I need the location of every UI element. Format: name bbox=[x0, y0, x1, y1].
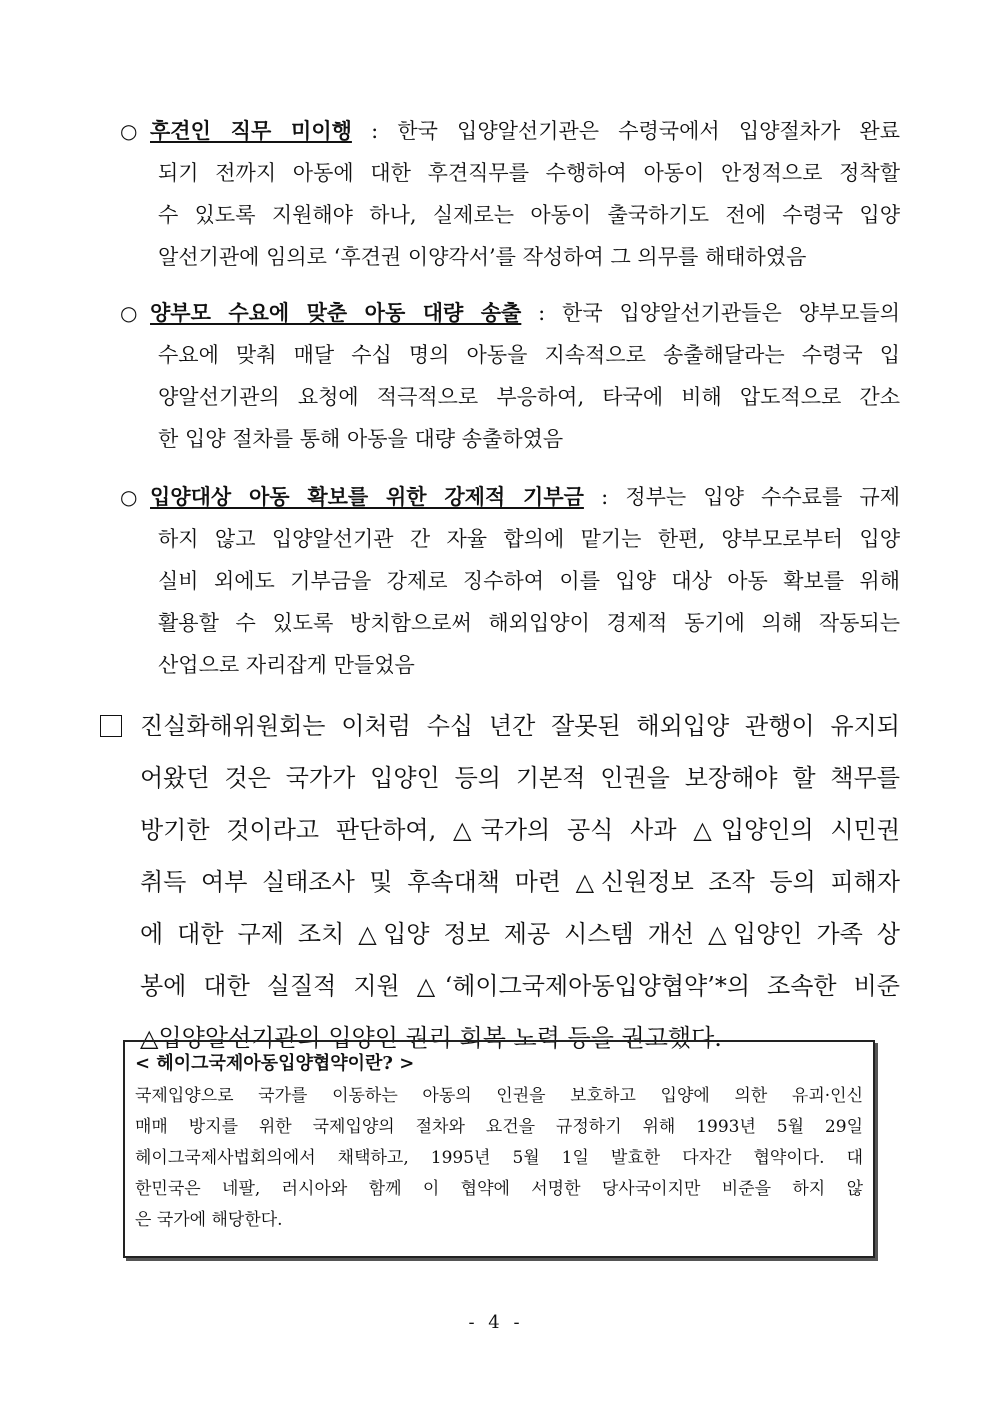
bullet-line bbox=[120, 292, 900, 334]
circle-bullet-icon: ○ bbox=[120, 119, 138, 143]
bullet-line: 수 있도록 지원해야 하나, 실제로는 아동이 출국하기도 전에 수령국 입양 bbox=[158, 203, 900, 227]
section-line: 에 대한 구제 조치 △입양 정보 제공 시스템 개선 △입양인 가족 상 bbox=[140, 920, 900, 948]
bullet-text: : 한국 입양알선기관들은 양부모들의 bbox=[521, 301, 900, 325]
page-number: - 4 - bbox=[468, 1312, 524, 1333]
square-bullet-icon bbox=[100, 715, 122, 737]
info-box-line: 은 국가에 해당한다. bbox=[135, 1210, 283, 1230]
circle-bullet-icon: ○ bbox=[120, 301, 138, 325]
bullet-line: 실비 외에도 기부금을 강제로 징수하여 이를 입양 대상 아동 확보를 위해 bbox=[158, 569, 900, 593]
section-line: 어왔던 것은 국가가 입양인 등의 기본적 인권을 보장해야 할 책무를 bbox=[140, 764, 900, 792]
bullet-heading: 후견인 직무 미이행 bbox=[150, 118, 352, 143]
circle-bullet-icon: ○ bbox=[120, 485, 138, 509]
section-line bbox=[100, 700, 900, 752]
bullet-item bbox=[120, 292, 900, 460]
section-text: 진실화해위원회는 이처럼 수십 년간 잘못된 해외입양 관행이 유지되 bbox=[140, 712, 900, 740]
bullet-line: 수요에 맞춰 매달 수십 명의 아동을 지속적으로 송출해달라는 수령국 입 bbox=[158, 343, 900, 367]
info-box-line: 한민국은 네팔, 러시아와 함께 이 협약에 서명한 당사국이지만 비준을 하지 않 bbox=[135, 1179, 863, 1199]
bullet-line: 되기 전까지 아동에 대한 후견직무를 수행하여 아동이 안정적으로 정착할 bbox=[158, 161, 900, 185]
info-box-line: 헤이그국제사법회의에서 채택하고, 1995년 5월 1일 발효한 다자간 협약이다. 대 bbox=[135, 1148, 863, 1168]
bullet-text: : 한국 입양알선기관은 수령국에서 입양절차가 완료 bbox=[351, 119, 900, 143]
bullet-item bbox=[120, 110, 900, 278]
info-box-line: 매매 방지를 위한 국제입양의 절차와 요건을 규정하기 위해 1993년 5월 29일 bbox=[135, 1117, 863, 1137]
section-line: 취득 여부 실태조사 및 후속대책 마련 △신원정보 조작 등의 피해자 bbox=[140, 868, 900, 896]
bullet-heading: 양부모 수요에 맞춘 아동 대량 송출 bbox=[150, 300, 522, 325]
bullet-line: 산업으로 자리잡게 만들었음 bbox=[158, 653, 415, 677]
bullet-item bbox=[120, 476, 900, 686]
bullet-line bbox=[120, 110, 900, 152]
bullet-line bbox=[120, 476, 900, 518]
bullet-line: 양알선기관의 요청에 적극적으로 부응하여, 타국에 비해 압도적으로 간소 bbox=[158, 385, 900, 409]
info-box-line: 국제입양으로 국가를 이동하는 아동의 인권을 보호하고 입양에 의한 유괴·인신 bbox=[135, 1086, 863, 1106]
section-line: 봉에 대한 실질적 지원 △‘헤이그국제아동입양협약’*의 조속한 비준 bbox=[140, 972, 900, 1000]
info-box-title: < 헤이그국제아동입양협약이란? > bbox=[135, 1053, 415, 1074]
info-box bbox=[123, 1040, 875, 1258]
section-paragraph bbox=[100, 700, 900, 1064]
bullet-line: 한 입양 절차를 통해 아동을 대량 송출하였음 bbox=[158, 427, 564, 451]
bullet-line: 알선기관에 임의로 ‘후견권 이양각서’를 작성하여 그 의무를 해태하였음 bbox=[158, 245, 807, 269]
bullet-line: 하지 않고 입양알선기관 간 자율 합의에 맡기는 한편, 양부모로부터 입양 bbox=[158, 527, 900, 551]
section-line: 방기한 것이라고 판단하여, △국가의 공식 사과 △입양인의 시민권 bbox=[140, 816, 900, 844]
bullet-text: : 정부는 입양 수수료를 규제 bbox=[583, 485, 900, 509]
section-line: △입양알선기관의 입양인 권리 회복 노력 등을 권고했다. bbox=[140, 1024, 722, 1052]
bullet-heading: 입양대상 아동 확보를 위한 강제적 기부금 bbox=[150, 484, 584, 509]
bullet-line: 활용할 수 있도록 방치함으로써 해외입양이 경제적 동기에 의해 작동되는 bbox=[158, 611, 900, 635]
